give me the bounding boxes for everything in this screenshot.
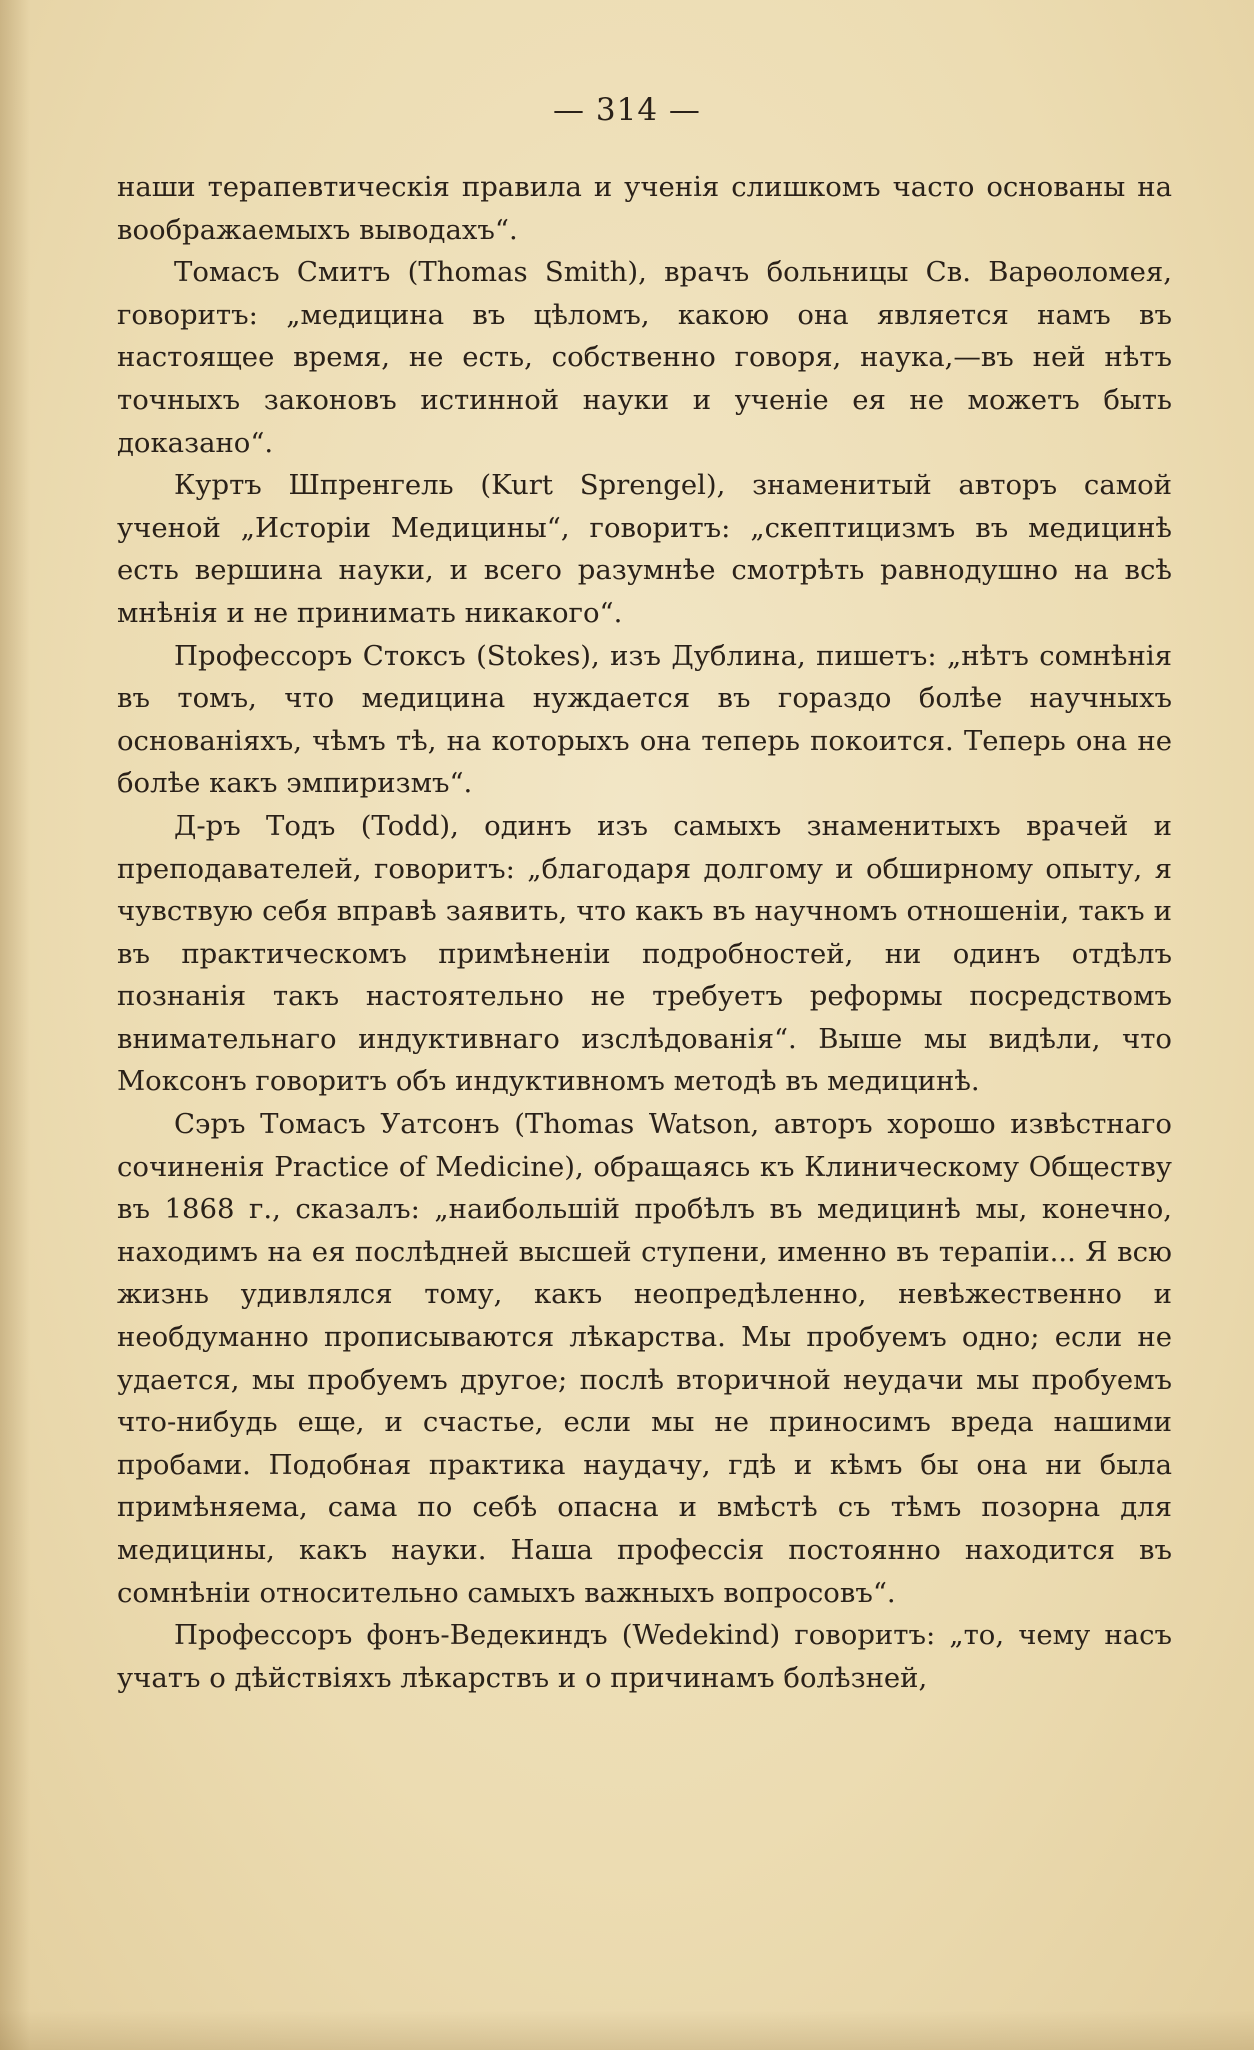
page-number: — 314 — xyxy=(553,92,701,128)
page-bottom-shadow xyxy=(0,2010,1254,2050)
paragraph-wedekind: Профессоръ фонъ-Ведекиндъ (Wedekind) говоритъ: „то, чему насъ учатъ о дѣйствіяхъ лѣкарствъ и о причинамъ болѣзней, xyxy=(117,1619,1172,1694)
paragraph-stokes: Профессоръ Стоксъ (Stokes), изъ Дублина, пишетъ: „нѣтъ сомнѣнія въ томъ, что медицина нуждается въ гораздо болѣе научныхъ основаніяхъ, чѣмъ тѣ, на которыхъ она теперь покоится. Теперь она не болѣе какъ эмпиризмъ“. xyxy=(117,639,1172,800)
page-edge-shadow xyxy=(0,0,30,2050)
body-text xyxy=(117,166,1172,1699)
paragraph-kurt-sprengel: Куртъ Шпренгель (Kurt Sprengel), знаменитый авторъ самой ученой „Исторіи Медицины“, говоритъ: „скептицизмъ въ медицинѣ есть вершина науки, и всего разумнѣе смотрѣть равнодушно на всѣ мнѣнія и не принимать никакого“. xyxy=(117,469,1172,629)
paragraph-thomas-smith: Томасъ Смитъ (Thomas Smith), врачъ больницы Св. Варѳоломея, говоритъ: „медицина въ цѣломъ, какою она является намъ въ настоящее время, не есть, собственно говоря, наука,—въ ней нѣтъ точныхъ законовъ истинной науки и ученіе ея не можетъ быть доказано“. xyxy=(117,256,1172,459)
paragraph-thomas-watson: Сэръ Томасъ Уатсонъ (Thomas Watson, авторъ хорошо извѣстнаго сочиненія Practice of Medicine), обращаясь къ Клиническому Обществу въ 1868 г., сказалъ: „наибольшій пробѣлъ въ медицинѣ мы, конечно, находимъ на ея послѣдней высшей ступени, именно въ терапіи... Я всю жизнь удивлялся тому, какъ неопредѣленно, невѣжественно и необдуманно прописываются лѣкарства. Мы пробуемъ одно; если не удается, мы пробуемъ другое; послѣ вторичной неудачи мы пробуемъ что-нибудь еще, и счастье, если мы не приносимъ вреда нашими пробами. Подобная практика наудачу, гдѣ и кѣмъ бы она ни была примѣняема, сама по себѣ опасна и вмѣстѣ съ тѣмъ позорна для медицины, какъ науки. Наша профессія постоянно находится въ сомнѣніи относительно самыхъ важныхъ вопросовъ“. xyxy=(117,1108,1172,1609)
paragraph-continuation: наши терапевтическія правила и ученія слишкомъ часто основаны на воображаемыхъ выводахъ“. xyxy=(117,171,1172,246)
paragraph-todd: Д-ръ Тодъ (Todd), одинъ изъ самыхъ знаменитыхъ врачей и преподавателей, говоритъ: „благодаря долгому и обширному опыту, я чувствую себя вправѣ заявить, что какъ въ научномъ отношеніи, такъ и въ практическомъ примѣненіи подробностей, ни одинъ отдѣлъ познанія такъ настоятельно не требуетъ реформы посредствомъ внимательнаго индуктивнаго изслѣдованія“. Выше мы видѣли, что Моксонъ говоритъ объ индуктивномъ методѣ въ медицинѣ. xyxy=(117,809,1172,1098)
